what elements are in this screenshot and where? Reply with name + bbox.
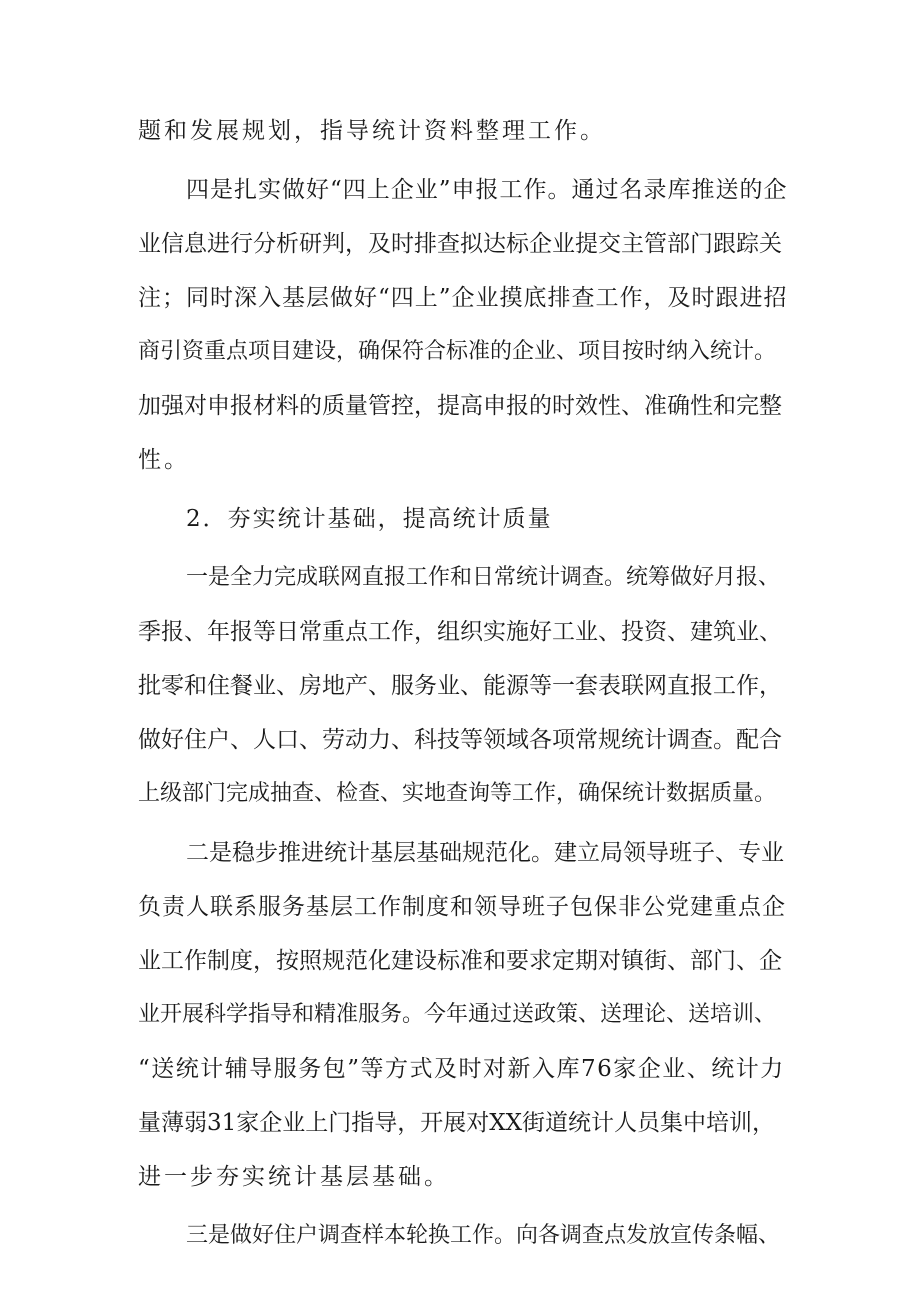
- text-line: 注；同时深入基层做好“四上”企业摸底排查工作，及时跟进招: [138, 285, 788, 311]
- text-line: 做好住户、人口、劳动力、科技等领域各项常规统计调查。配合: [138, 727, 782, 753]
- text-line: 业工作制度，按照规范化建设标准和要求定期对镇街、部门、企: [138, 948, 782, 974]
- section-heading: 2．夯实统计基础，提高统计质量: [186, 506, 553, 532]
- text-line: 四是扎实做好“四上企业”申报工作。通过名录库推送的企: [186, 177, 788, 203]
- text-line: 进一步夯实统计基层基础。: [138, 1164, 450, 1190]
- text-line: 二是稳步推进统计基层基础规范化。建立局领导班子、专业: [186, 840, 784, 866]
- text-line: 题和发展规划，指导统计资料整理工作。: [138, 118, 606, 144]
- text-line: 商引资重点项目建设，确保符合标准的企业、项目按时纳入统计。: [138, 339, 777, 364]
- text-line: 上级部门完成抽查、检查、实地查询等工作，确保统计数据质量。: [138, 781, 777, 806]
- text-line: 季报、年报等日常重点工作，组织实施好工业、投资、建筑业、: [138, 619, 782, 645]
- text-line: 加强对申报材料的质量管控，提高申报的时效性、准确性和完整: [138, 393, 782, 419]
- text-line: 性。: [138, 447, 190, 473]
- text-line: “送统计辅导服务包”等方式及时对新入库76家企业、统计力: [138, 1056, 785, 1082]
- text-line: 业信息进行分析研判，及时排查拟达标企业提交主管部门跟踪关: [138, 231, 782, 257]
- text-line: 三是做好住户调查样本轮换工作。向各调查点发放宣传条幅、: [186, 1223, 781, 1248]
- text-line: 量薄弱31家企业上门指导，开展对XX街道统计人员集中培训，: [138, 1110, 776, 1136]
- text-line: 负责人联系服务基层工作制度和领导班子包保非公党建重点企: [138, 894, 786, 920]
- text-line: 一是全力完成联网直报工作和日常统计调查。统筹做好月报、: [186, 565, 781, 590]
- text-line: 业开展科学指导和精准服务。今年通过送政策、送理论、送培训、: [138, 1002, 777, 1027]
- text-line: 批零和住餐业、房地产、服务业、能源等一套表联网直报工作，: [138, 673, 782, 699]
